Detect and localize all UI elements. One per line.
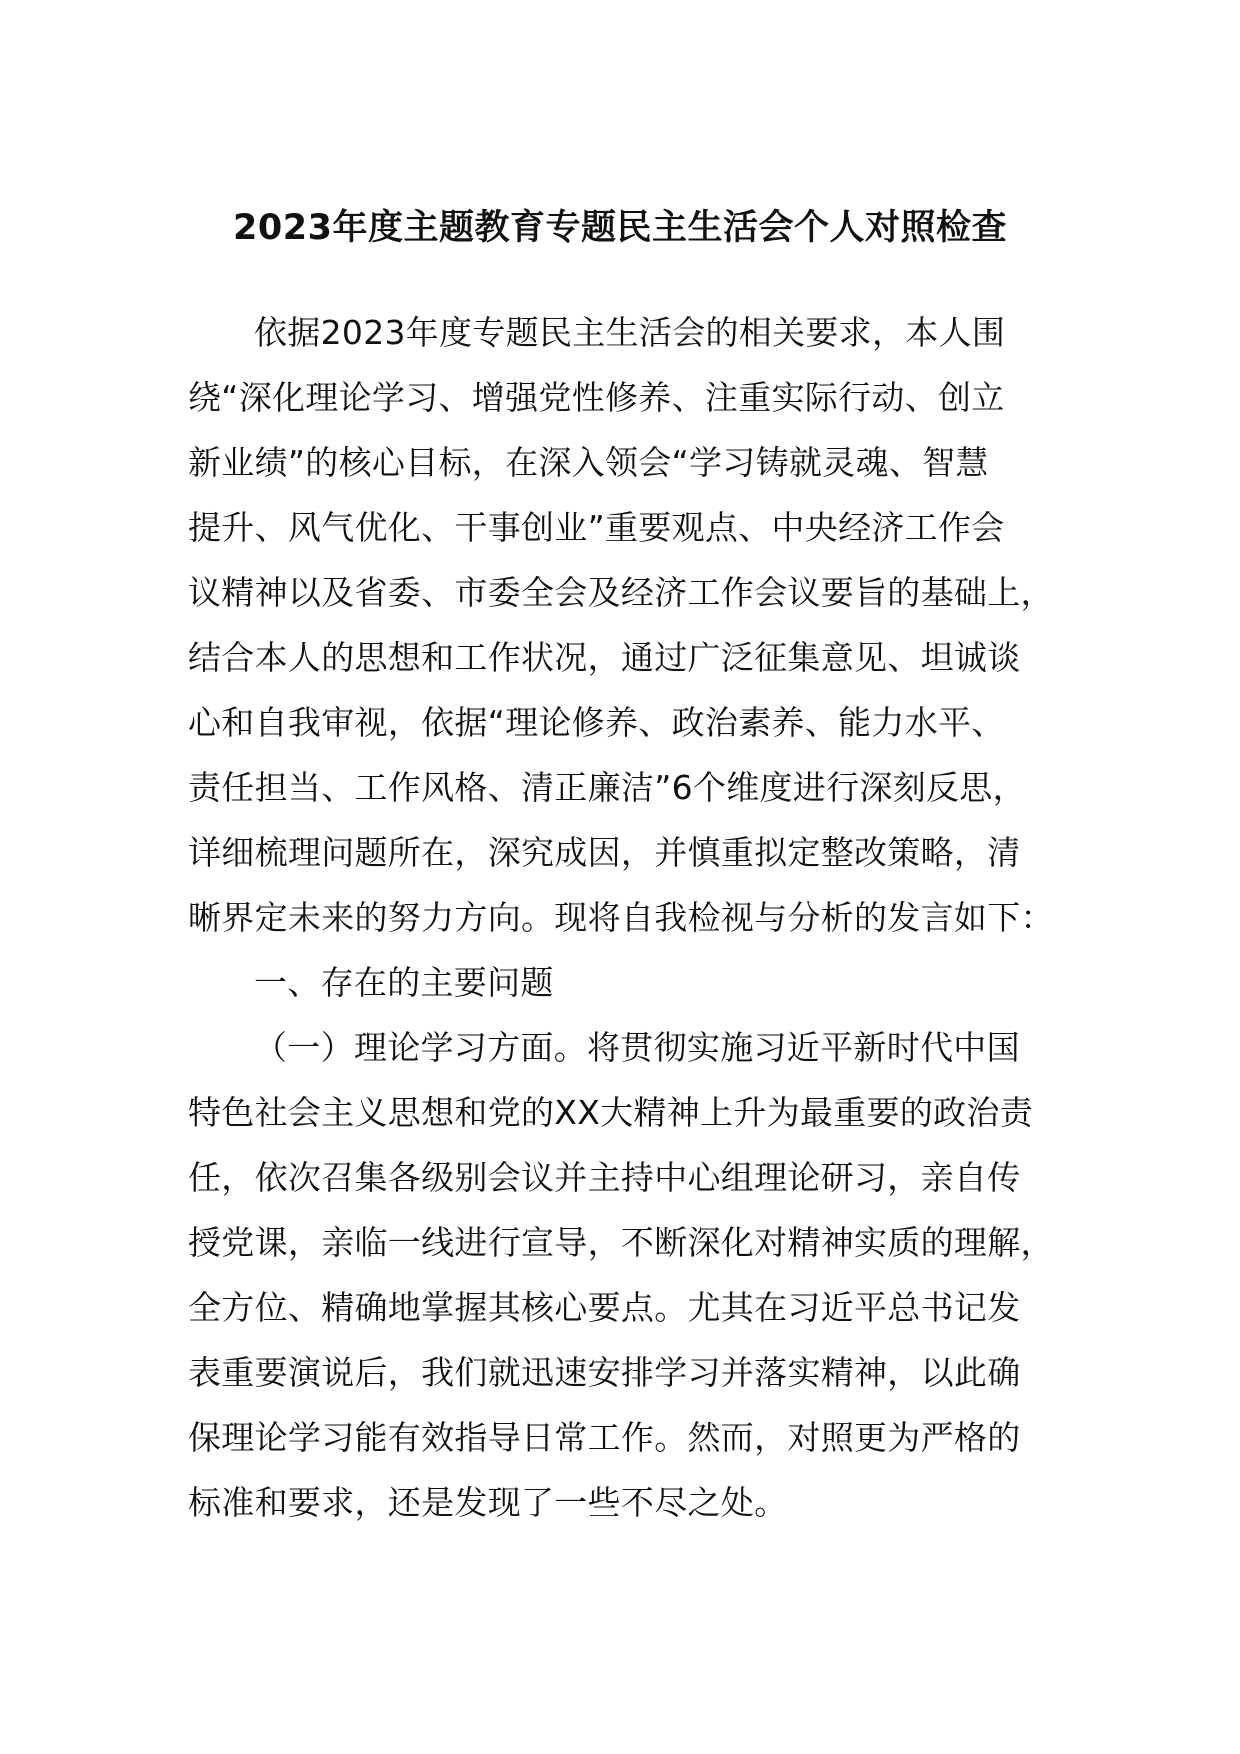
- paragraph-line: 全方位、精确地掌握其核心要点。尤其在习近平总书记发: [188, 1288, 1021, 1327]
- paragraph-line: （一）理论学习方面。将贯彻实施习近平新时代中国: [254, 1028, 1020, 1067]
- section-heading: [188, 950, 1056, 1015]
- paragraph-line: 标准和要求，还是发现了一些不尽之处。: [188, 1483, 788, 1522]
- paragraph-line: 新业绩”的核心目标，在深入领会“学习铸就灵魂、智慧: [188, 443, 989, 482]
- paragraph-line: 特色社会主义思想和党的XX大精神上升为最重要的政治责: [188, 1093, 1034, 1132]
- paragraph-line: 授党课，亲临一线进行宣导，不断深化对精神实质的理解，: [188, 1223, 1054, 1262]
- theory-study-paragraph: [188, 1015, 1056, 1535]
- paragraph-line: 结合本人的思想和工作状况，通过广泛征集意见、坦诚谈: [188, 638, 1021, 677]
- paragraph-line: 详细梳理问题所在，深究成因，并慎重拟定整改策略，清: [188, 833, 1021, 872]
- paragraph-line: 保理论学习能有效指导日常工作。然而，对照更为严格的: [188, 1418, 1021, 1457]
- paragraph-line: 绕“深化理论学习、增强党性修养、注重实际行动、创立: [188, 378, 1005, 417]
- paragraph-line: 晰界定未来的努力方向。现将自我检视与分析的发言如下：: [188, 898, 1054, 937]
- document-body: [188, 300, 1056, 1535]
- intro-paragraph: [188, 300, 1056, 950]
- paragraph-line: 责任担当、工作风格、清正廉洁”6个维度进行深刻反思，: [188, 768, 1026, 807]
- section-heading-text: 一、存在的主要问题: [254, 963, 554, 1002]
- paragraph-line: 议精神以及省委、市委全会及经济工作会议要旨的基础上，: [188, 573, 1054, 612]
- paragraph-line: 心和自我审视，依据“理论修养、政治素养、能力水平、: [188, 703, 1005, 742]
- document-title: 2023年度主题教育专题民主生活会个人对照检查: [233, 208, 1007, 248]
- paragraph-line: 提升、风气优化、干事创业”重要观点、中央经济工作会: [188, 508, 1005, 547]
- paragraph-line: 任，依次召集各级别会议并主持中心组理论研习，亲自传: [188, 1158, 1021, 1197]
- paragraph-line: 表重要演说后，我们就迅速安排学习并落实精神，以此确: [188, 1353, 1021, 1392]
- paragraph-line: 依据2023年度专题民主生活会的相关要求，本人围: [254, 313, 1006, 352]
